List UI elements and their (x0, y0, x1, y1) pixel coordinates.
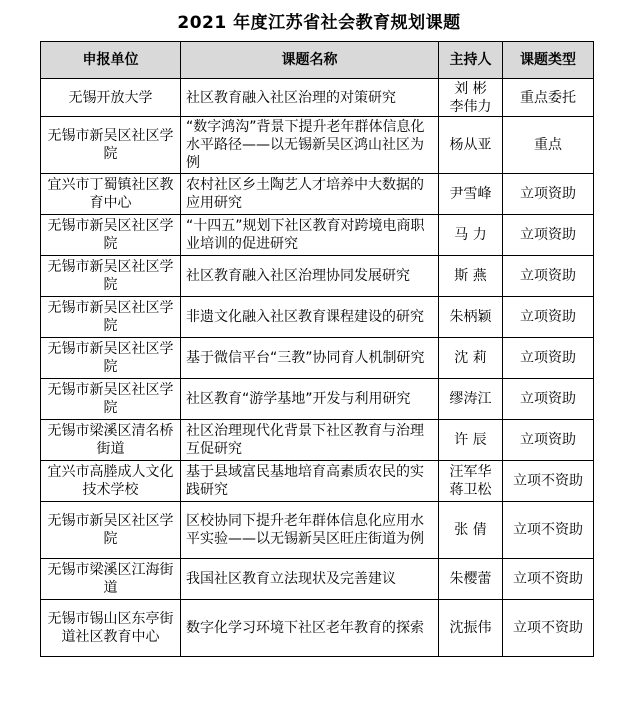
cell-host: 沈振伟 (439, 600, 503, 657)
table-row (41, 461, 594, 502)
cell-unit: 无锡开放大学 (41, 79, 181, 117)
table-row (41, 117, 594, 174)
cell-host: 许 辰 (439, 420, 503, 461)
table-row (41, 420, 594, 461)
cell-unit: 无锡市新吴区社区学院 (41, 338, 181, 379)
cell-host: 杨从亚 (439, 117, 503, 174)
cell-topic: 基于微信平台“三教”协同育人机制研究 (181, 338, 439, 379)
cell-topic: “数字鸿沟”背景下提升老年群体信息化水平路径——以无锡新吴区鸿山社区为例 (181, 117, 439, 174)
cell-type: 重点 (503, 117, 594, 174)
cell-type: 立项资助 (503, 379, 594, 420)
host-text: 汪军华 蒋卫松 (449, 464, 492, 498)
header-type: 课题类型 (503, 42, 594, 79)
table-row (41, 297, 594, 338)
cell-unit: 无锡市锡山区东亭街道社区教育中心 (41, 600, 181, 657)
cell-type: 重点委托 (503, 79, 594, 117)
cell-unit: 无锡市新吴区社区学院 (41, 502, 181, 559)
cell-unit: 无锡市新吴区社区学院 (41, 297, 181, 338)
cell-type: 立项资助 (503, 215, 594, 256)
cell-topic: 社区治理现代化背景下社区教育与治理互促研究 (181, 420, 439, 461)
header-topic: 课题名称 (181, 42, 439, 79)
cell-unit: 无锡市新吴区社区学院 (41, 117, 181, 174)
table-row (41, 502, 594, 559)
cell-type: 立项资助 (503, 256, 594, 297)
cell-unit: 宜兴市丁蜀镇社区教育中心 (41, 174, 181, 215)
cell-unit: 宜兴市高塍成人文化技术学校 (41, 461, 181, 502)
table-header-row (41, 42, 594, 79)
page-title: 2021 年度江苏省社会教育规划课题 (177, 13, 461, 33)
cell-unit: 无锡市新吴区社区学院 (41, 379, 181, 420)
cell-host: 缪涛江 (439, 379, 503, 420)
cell-topic: 农村社区乡土陶艺人才培养中大数据的应用研究 (181, 174, 439, 215)
host-text: 刘 彬 李伟力 (449, 80, 492, 115)
cell-topic: “十四五”规划下社区教育对跨境电商职业培训的促进研究 (181, 215, 439, 256)
table-row (41, 600, 594, 657)
table-row (41, 215, 594, 256)
table-row (41, 338, 594, 379)
cell-host: 尹雪峰 (439, 174, 503, 215)
cell-topic: 区校协同下提升老年群体信息化应用水平实验——以无锡新吴区旺庄街道为例 (181, 502, 439, 559)
cell-type: 立项不资助 (503, 600, 594, 657)
cell-host: 马 力 (439, 215, 503, 256)
table-row (41, 559, 594, 600)
cell-topic: 社区教育融入社区治理的对策研究 (181, 79, 439, 117)
cell-host: 朱樱蕾 (439, 559, 503, 600)
cell-host: 朱柄颖 (439, 297, 503, 338)
cell-topic: 社区教育融入社区治理协同发展研究 (181, 256, 439, 297)
cell-type: 立项资助 (503, 338, 594, 379)
cell-unit: 无锡市梁溪区江海街道 (41, 559, 181, 600)
cell-type: 立项不资助 (503, 502, 594, 559)
header-host: 主持人 (439, 42, 503, 79)
table-row (41, 79, 594, 117)
cell-type: 立项资助 (503, 420, 594, 461)
cell-type: 立项不资助 (503, 559, 594, 600)
table-row (41, 174, 594, 215)
cell-host (439, 79, 503, 117)
cell-host: 斯 燕 (439, 256, 503, 297)
cell-unit: 无锡市梁溪区清名桥街道 (41, 420, 181, 461)
cell-host: 张 倩 (439, 502, 503, 559)
cell-unit: 无锡市新吴区社区学院 (41, 215, 181, 256)
table-row (41, 256, 594, 297)
header-unit: 申报单位 (41, 42, 181, 79)
cell-topic: 基于县域富民基地培育高素质农民的实践研究 (181, 461, 439, 502)
cell-topic: 数字化学习环境下社区老年教育的探索 (181, 600, 439, 657)
cell-type: 立项不资助 (503, 461, 594, 502)
cell-type: 立项资助 (503, 174, 594, 215)
cell-unit: 无锡市新吴区社区学院 (41, 256, 181, 297)
cell-topic: 我国社区教育立法现状及完善建议 (181, 559, 439, 600)
table-row (41, 379, 594, 420)
project-table (40, 41, 594, 657)
cell-host (439, 461, 503, 502)
cell-host: 沈 莉 (439, 338, 503, 379)
cell-topic: 非遗文化融入社区教育课程建设的研究 (181, 297, 439, 338)
cell-type: 立项资助 (503, 297, 594, 338)
cell-topic: 社区教育“游学基地”开发与利用研究 (181, 379, 439, 420)
